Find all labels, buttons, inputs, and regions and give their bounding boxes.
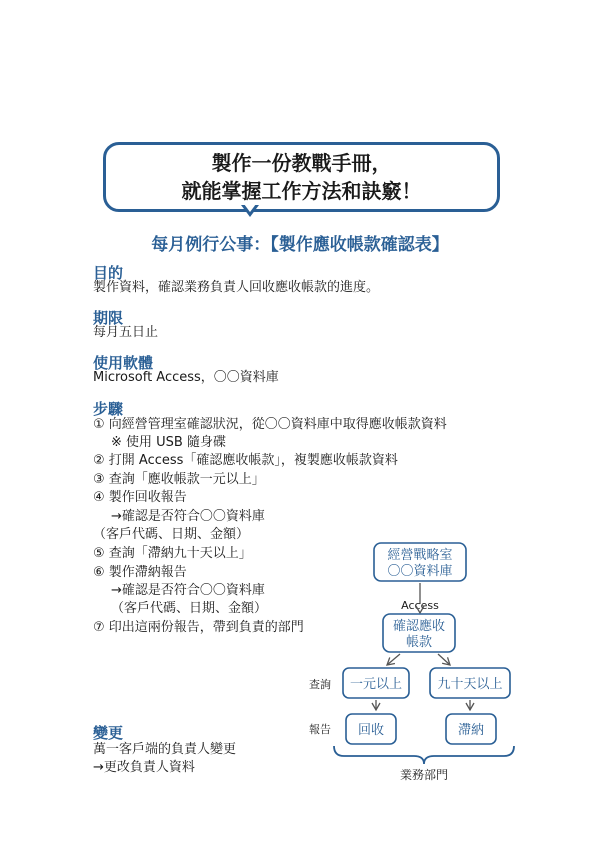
step-line: →確認是否符合〇〇資料庫: [111, 583, 265, 598]
confirm-node-line-2: 帳款: [405, 635, 433, 650]
steps-heading: 步驟: [93, 400, 124, 418]
change-line: 萬一客戶端的負責人變更: [93, 742, 237, 757]
software-text: Microsoft Access，〇〇資料庫: [93, 370, 279, 385]
report-label: 報告: [309, 723, 331, 736]
purpose-heading: 目的: [93, 264, 124, 282]
deadline-heading: 期限: [93, 309, 124, 327]
software-heading: 使用軟體: [93, 354, 154, 372]
query-left-text: 一元以上: [349, 677, 403, 692]
confirm-node-line-1: 確認應收: [392, 619, 446, 634]
query-right-text: 九十天以上: [437, 677, 503, 692]
deadline-text: 每月五日止: [93, 325, 159, 340]
source-node-line-1: 經營戰略室: [387, 548, 453, 563]
step-line: →確認是否符合〇〇資料庫: [111, 509, 265, 524]
headline-line-1: 製作一份教戰手冊，: [211, 151, 392, 175]
step-line: （客戶代碼、日期、金額）: [111, 601, 268, 616]
report-right-text: 滯納: [457, 723, 485, 738]
arrow-to-query-right: [438, 654, 450, 665]
step-line: ⑥ 製作滯納報告: [93, 565, 187, 580]
step-line: ⑤ 查詢「滯納九十天以上」: [93, 546, 252, 561]
source-node-line-2: 〇〇資料庫: [387, 564, 453, 579]
query-label: 查詢: [309, 678, 331, 691]
step-line: ② 打開 Access「確認應收帳款」，複製應收帳款資料: [93, 453, 398, 468]
department-label: 業務部門: [399, 768, 449, 782]
step-line: ⑦ 印出這兩份報告，帶到負責的部門: [93, 620, 304, 635]
step-line: ④ 製作回收報告: [93, 490, 187, 505]
step-line: ③ 查詢「應收帳款一元以上」: [93, 472, 265, 487]
step-line: （客戶代碼、日期、金額）: [93, 527, 250, 542]
arrow-to-query-left: [387, 654, 400, 665]
step-line: ① 向經營管理室確認狀況，從〇〇資料庫中取得應收帳款資料: [93, 417, 447, 432]
page-title: 每月例行公事：【製作應收帳款確認表】: [151, 235, 449, 255]
purpose-text: 製作資料，確認業務負責人回收應收帳款的進度。: [93, 280, 380, 295]
report-left-text: 回收: [357, 723, 385, 738]
change-line: →更改負責人資料: [93, 760, 195, 775]
change-heading: 變更: [93, 724, 124, 742]
department-brace: [334, 746, 514, 764]
access-label: Access: [401, 599, 439, 612]
step-line: ※ 使用 USB 隨身碟: [111, 435, 226, 450]
headline-line-2: 就能掌握工作方法和訣竅！: [181, 179, 422, 203]
